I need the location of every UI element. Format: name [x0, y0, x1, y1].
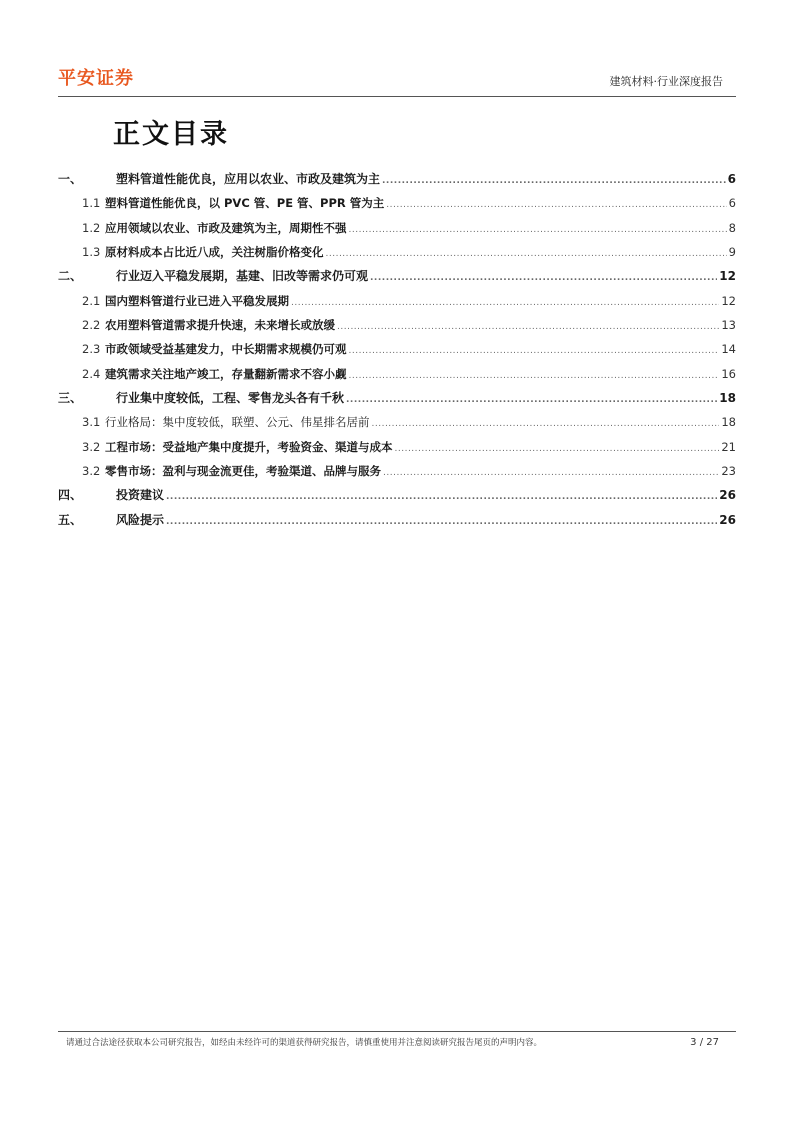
toc-leader-dots [166, 484, 717, 508]
toc-entry-page: 8 [728, 220, 736, 235]
toc-section-entry[interactable] [58, 363, 736, 387]
page-number: 3 / 27 [690, 1037, 719, 1048]
toc-leader-dots [372, 411, 720, 435]
toc-entry-title: 市政领域受益基建发力，中长期需求规模仍可观 [105, 342, 347, 357]
toc-entry-page: 6 [727, 172, 736, 186]
toc-entry-page: 18 [721, 415, 736, 430]
toc-entry-page: 12 [719, 269, 736, 284]
toc-entry-title: 建筑需求关注地产竣工，存量翻新需求不容小觑 [105, 366, 347, 381]
toc-entry-title: 原材料成本占比近八成，关注树脂价格变化 [105, 245, 324, 260]
toc-section-entry[interactable] [58, 314, 736, 338]
toc-title: 正文目录 [113, 119, 229, 150]
toc-leader-dots [291, 290, 719, 314]
toc-leader-dots [349, 217, 727, 241]
toc-entry-title: 行业格局：集中度较低，联塑、公元、伟星排名居前 [105, 415, 370, 430]
toc-entry-page: 26 [719, 512, 736, 527]
toc-leader-dots [337, 314, 719, 338]
toc-entry-title: 农用塑料管道需求提升快速，未来增长或放缓 [105, 318, 335, 333]
toc-leader-dots [395, 436, 720, 460]
toc-section-entry[interactable] [58, 192, 736, 216]
toc-entry-number: 1.2 [82, 220, 101, 235]
toc-section-entry[interactable] [58, 290, 736, 314]
toc-entry-title: 应用领域以农业、市政及建筑为主，周期性不强 [105, 220, 347, 235]
toc-entry-page: 6 [728, 196, 736, 211]
toc-section-entry[interactable] [58, 241, 736, 265]
toc-leader-dots [370, 265, 717, 289]
toc-leader-dots [382, 168, 726, 192]
toc-section-entry[interactable] [58, 217, 736, 241]
toc-entry-title: 国内塑料管道行业已进入平稳发展期 [105, 293, 289, 308]
toc-entry-number: 四、 [58, 488, 83, 503]
toc-entry-title: 行业迈入平稳发展期，基建、旧改等需求仍可观 [116, 269, 369, 284]
toc-entry-number: 五、 [58, 512, 83, 527]
toc-entry-number: 1.1 [82, 196, 101, 211]
toc-section-entry[interactable] [58, 460, 736, 484]
toc-leader-dots [383, 460, 719, 484]
toc-leader-dots [349, 338, 720, 362]
toc-entry-title: 塑料管道性能优良，应用以农业、市政及建筑为主 [116, 172, 381, 186]
toc-section-entry[interactable] [58, 338, 736, 362]
toc-entry-number: 2.4 [82, 366, 101, 381]
toc-entry-page: 12 [721, 293, 736, 308]
toc-entry-number: 2.1 [82, 293, 101, 308]
toc-entry-number: 3.1 [82, 415, 101, 430]
toc-entry-number: 2.3 [82, 342, 101, 357]
toc-chapter-entry[interactable] [58, 168, 736, 192]
toc-leader-dots [349, 363, 720, 387]
report-type-label: 建筑材料·行业深度报告 [609, 75, 723, 88]
toc-chapter-entry[interactable] [58, 484, 736, 508]
table-of-contents [58, 168, 736, 533]
header-divider [58, 96, 736, 97]
toc-leader-dots [346, 387, 717, 411]
toc-entry-number: 二、 [58, 269, 83, 284]
toc-leader-dots [386, 192, 726, 216]
toc-entry-number: 3.2 [82, 464, 101, 479]
toc-entry-title: 风险提示 [116, 512, 165, 527]
toc-entry-number: 2.2 [82, 318, 101, 333]
toc-chapter-entry[interactable] [58, 265, 736, 289]
footer-divider [58, 1031, 736, 1032]
toc-entry-number: 3.2 [82, 439, 101, 454]
toc-entry-page: 21 [721, 439, 736, 454]
toc-entry-title: 投资建议 [116, 488, 165, 503]
toc-chapter-entry[interactable] [58, 387, 736, 411]
toc-entry-page: 26 [719, 488, 736, 503]
toc-entry-page: 23 [721, 464, 736, 479]
toc-leader-dots [326, 241, 727, 265]
toc-section-entry[interactable] [58, 436, 736, 460]
toc-entry-page: 14 [721, 342, 736, 357]
toc-entry-page: 9 [728, 245, 736, 260]
toc-chapter-entry[interactable] [58, 509, 736, 533]
toc-entry-number: 一、 [58, 172, 83, 186]
toc-entry-title: 工程市场：受益地产集中度提升，考验资金、渠道与成本 [105, 439, 393, 454]
toc-entry-number: 三、 [58, 391, 83, 406]
toc-entry-page: 13 [721, 318, 736, 333]
disclaimer-note: 请通过合法途径获取本公司研究报告，如经由未经许可的渠道获得研究报告，请慎重使用并注意阅读研究报告尾页的声明内容。 [66, 1038, 543, 1048]
company-logo: 平安证券 [58, 68, 134, 89]
toc-entry-title: 零售市场：盈利与现金流更佳，考验渠道、品牌与服务 [105, 464, 381, 479]
toc-entry-page: 16 [721, 366, 736, 381]
toc-entry-title: 行业集中度较低，工程、零售龙头各有千秋 [116, 391, 345, 406]
toc-entry-page: 18 [719, 391, 736, 406]
toc-section-entry[interactable] [58, 411, 736, 435]
toc-leader-dots [166, 509, 717, 533]
toc-entry-title: 塑料管道性能优良，以 PVC 管、PE 管、PPR 管为主 [105, 196, 385, 211]
toc-entry-number: 1.3 [82, 245, 101, 260]
